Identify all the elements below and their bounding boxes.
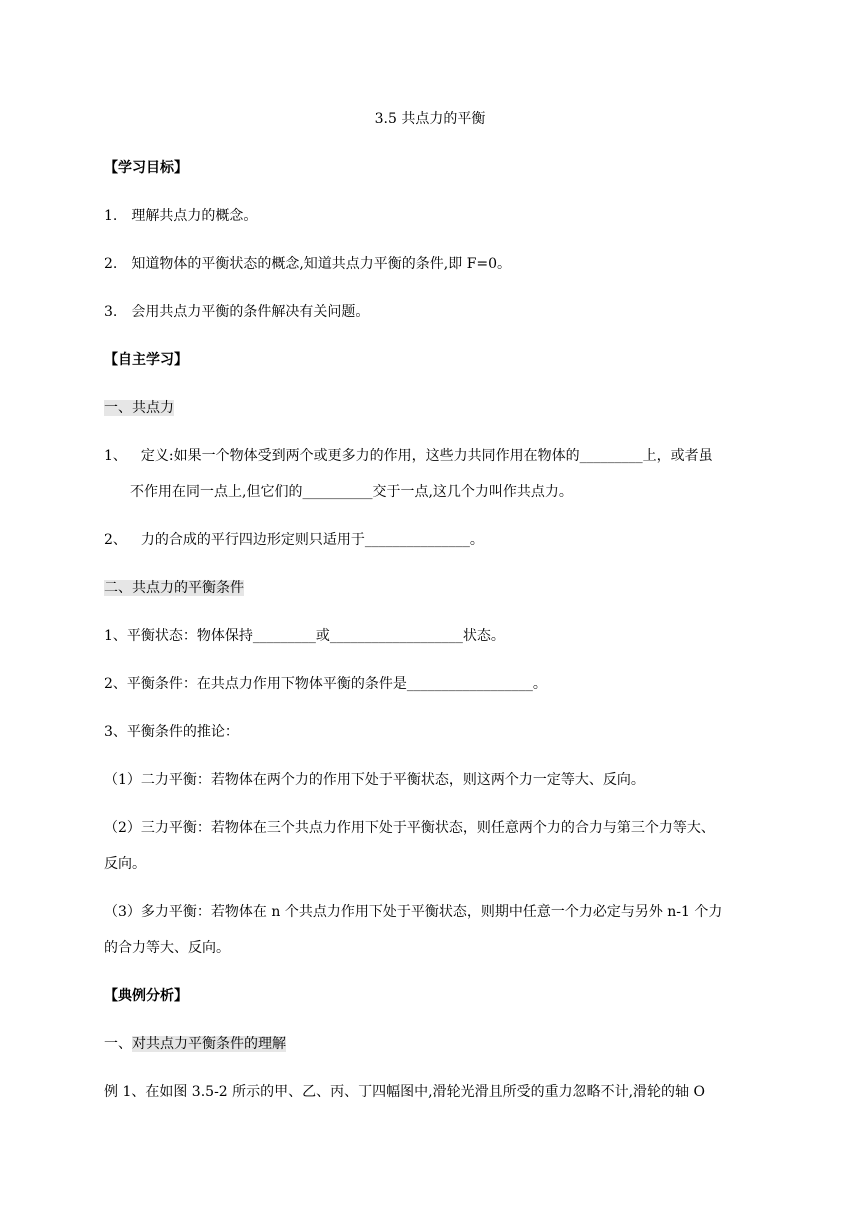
corollary-three-forces-line-1: （2）三力平衡：若物体在三个共点力作用下处于平衡状态，则任意两个力的合力与第三个力等大、 (104, 820, 715, 836)
subheading-understanding-condition (104, 1034, 286, 1054)
equilibrium-state: 1、平衡状态：物体保持_________或___________________状态。 (104, 628, 505, 644)
subheading-equilibrium-condition (104, 578, 244, 598)
heading-example-analysis: 【典例分析】 (104, 988, 188, 1004)
equilibrium-condition: 2、平衡条件：在共点力作用下物体平衡的条件是__________________。 (104, 676, 547, 692)
heading-learning-goals: 【学习目标】 (104, 160, 188, 176)
goal-item-1 (104, 206, 257, 226)
subheading-prefix: 一、 (104, 1036, 132, 1052)
corollary-two-forces: （1）二力平衡：若物体在两个力的作用下处于平衡状态，则这两个力一定等大、反向。 (104, 772, 645, 788)
corollary-multi-forces-line-1: （3）多力平衡：若物体在 n 个共点力作用下处于平衡状态，则期中任意一个力必定与另外 n-1 个力 (104, 904, 723, 920)
subheading-concurrent-forces (104, 398, 174, 418)
equilibrium-corollaries: 3、平衡条件的推论： (104, 724, 239, 740)
rule-text: 力的合成的平行四边形定则只适用于_______________。 (140, 532, 484, 548)
goal-number: 3. (104, 304, 118, 320)
parallelogram-rule (104, 530, 484, 550)
definition-number: 1、 (104, 448, 127, 464)
heading-self-study: 【自主学习】 (104, 352, 188, 368)
definition-line-2: 不作用在同一点上,但它们的__________交于一点,这几个力叫作共点力。 (130, 484, 573, 500)
goal-item-3 (104, 302, 369, 322)
subheading-text: 二、共点力的平衡条件 (104, 580, 244, 596)
goal-text: 会用共点力平衡的条件解决有关问题。 (131, 304, 370, 320)
goal-text: 知道物体的平衡状态的概念,知道共点力平衡的条件,即 F=0。 (131, 256, 512, 272)
page-title: 3.5 共点力的平衡 (374, 111, 486, 127)
goal-text: 理解共点力的概念。 (131, 208, 258, 224)
goal-number: 1. (104, 208, 118, 224)
goal-item-2 (104, 254, 511, 274)
goal-number: 2. (104, 256, 118, 272)
example-1-text: 例 1、在如图 3.5-2 所示的甲、乙、丙、丁四幅图中,滑轮光滑且所受的重力忽略不计,滑轮的轴 O (104, 1084, 705, 1100)
subheading-text: 对共点力平衡条件的理解 (132, 1036, 286, 1052)
corollary-multi-forces-line-2: 的合力等大、反向。 (104, 940, 230, 956)
definition-text: 定义:如果一个物体受到两个或更多力的作用，这些力共同作用在物体的_________上，或者虽 (140, 448, 713, 464)
corollary-three-forces-line-2: 反向。 (104, 856, 146, 872)
definition-line-1 (104, 446, 713, 466)
rule-number: 2、 (104, 532, 127, 548)
subheading-text: 一、共点力 (104, 400, 174, 416)
